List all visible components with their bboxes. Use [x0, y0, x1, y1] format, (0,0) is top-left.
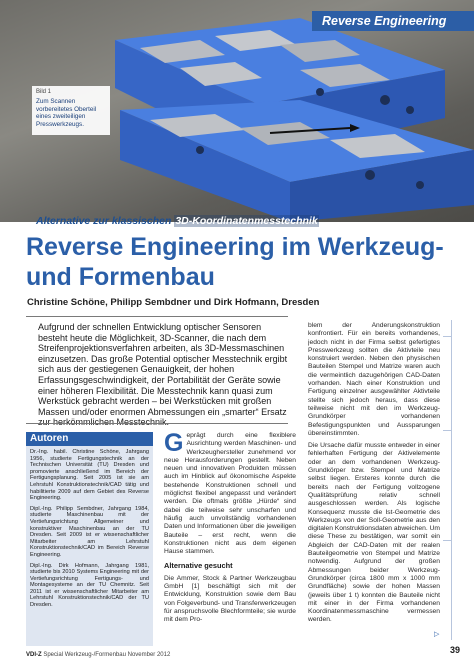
footer-brand: VDI-Z — [26, 652, 42, 658]
body-paragraph: Die Ammer, Stock & Partner Werkzeugbau GmbH [1] beschäftigt sich mit der Entwicklung, Konstruktion sowie dem Bau von Folgeverbund- und Transferwerkzeugen für anspruchsvolle Blechformteile; sie wurde mit dem Pro- — [164, 574, 296, 624]
article-authors: Christine Schöne, Philipp Sembdner und Dirk Hofmann, Dresden — [27, 297, 320, 308]
sidebar-title: Autoren — [26, 432, 153, 446]
author-bio: Dipl.-Ing. Dirk Hofmann, Jahrgang 1981, studierte bis 2010 Systems Engineering mit der Vertiefungsrichtung Fertigungs- und Montagesysteme an der TU Chemnitz. Seit 2011 ist er wissenschaftlicher Mitarbeiter am Lehrstuhl Konstruktionstechnik/CAD der TU Dresden. — [30, 562, 149, 609]
body-paragraph: eprägt durch eine flexiblere Ausrichtung werden Maschinen- und Werkzeughersteller zunehmend vor neue Herausforderungen gestellt. Neben neuen und innovativen Produkten müssen auch im Hinblick auf ökonomische Aspekte bestehende Konstruktionen schnell und möglichst flexibel angepasst und verändert werden. Die oftmals größte „Hürde“ sind dabei die teilweise sehr unscharfen und häufig auch unvollständig vorhandenen Daten und Informationen über die jeweiligen Bauteile – erst recht, wenn die Konstruktionen nicht aus dem eigenen Hause stammen. — [164, 432, 296, 556]
sidebar-body — [26, 446, 153, 646]
author-bio: Dipl.-Ing. Philipp Sembdner, Jahrgang 1984, studierte Maschinenbau mit der Vertiefungsrichtung Allgemeiner und konstruktiver Maschinenbau an der TU Dresden. Seit 2009 ist er wissenschaftlicher Mitarbeiter am Lehrstuhl Konstruktionstechnik/CAD im Bereich Reverse Engineering. — [30, 505, 149, 558]
margin-tick — [443, 430, 451, 431]
body-paragraph: Die Ursache dafür musste entweder in einer fehlerhaften Fertigung der Aktivelemente oder an dem vorhandenen Werkzeug-Grundkörper bzw. Stempel und Matrize selbst liegen. Ersteres konnte durch die bereits nach der Fertigung vollzogene Qualitätsprüfung relativ schnell ausgeschlossen werden. Als logische Konsequenz musste die Ist-Geometrie des Werkzeugs von der Soll-Geometrie aus den digitalen Konstruktionsdaten abweichen. Um diese These zu bestätigen, war somit ein Abgleich der CAD-Daten mit der realen Bauteilgeometrie von Stempel und Matrize notwendig. Aufgrund der großen Abmessungen beider Werkzeug-Grundkörper (circa 1800 mm x 1000 mm Grundfläche) sowie der hohen Massen (jeweils über 1 t) konnten die Bauteile nicht mit einer in der Firma vorhandenen Koordinatenmessmaschine vermessen werden. — [308, 442, 440, 624]
divider-bottom — [26, 423, 288, 424]
footer-text: Special Werkzeug-/Formenbau November 2012 — [43, 652, 171, 658]
page-number: 39 — [449, 645, 460, 655]
article-headline: Reverse Engineering im Werkzeug- und Formenbau — [26, 233, 444, 291]
margin-tick — [443, 336, 451, 337]
rubric-highlight: 3D-Koordinatenmesstechnik — [175, 215, 318, 227]
margin-rule — [451, 320, 452, 640]
drop-cap: G — [164, 432, 184, 457]
margin-tick — [443, 540, 451, 541]
divider-top — [26, 316, 288, 317]
body-column-2 — [164, 432, 296, 642]
authors-sidebar — [26, 432, 153, 646]
article-photo — [0, 0, 474, 222]
rubric-prefix: Alternative zur klassischen — [36, 215, 175, 227]
subheading: Alternative gesucht — [164, 561, 233, 571]
article-lead: Aufgrund der schnellen Entwicklung optischer Sensoren besteht heute die Möglichkeit, 3D-Scanner, die nach dem Streifenprojektionsverfahren arbeiten, als 3D-Messmaschinen einzusetzen. Das große Potential optischer Messtechnik ergibt sich aus der gestiegenen Genauigkeit, der hohen Erfassungsgeschwindigkeit, der Portabilität der Geräte sowie einer höheren Flexibilität. Die Messtechnik kann quasi zum Werkstück gebracht werden – bei Werkstücken mit großen Massen und/oder enormen Abmessungen ein „smarter“ Ersatz — [38, 322, 288, 417]
figure-label: Bild 1 — [36, 89, 52, 95]
author-bio: Dr.-Ing. habil. Christine Schöne, Jahrgang 1956, studierte Fertigungstechnik an der Technischen Universität (TU) Dresden und promovierte anschließend im Bereich der Fertigungsplanung. Seit 2005 ist sie am Lehrstuhl Konstruktionstechnik/CAD tätig und habilitierte 2009 auf dem Gebiet des Reverse Engineering. — [30, 449, 149, 502]
section-tag: Reverse Engineering — [312, 11, 474, 31]
body-column-3 — [308, 322, 440, 644]
continue-arrow-icon: ▷ — [434, 631, 440, 638]
body-paragraph: blem der Änderungskonstruktion konfrontiert. Für ein bereits vorhandenes, jedoch nicht in der Firma selbst gefertigtes Presswerkzeug sollten die Aktivteile neu konstruiert werden. Neben den physischen Bauteilen Stempel und Matrize waren auch die vermeintlich dazugehörigen CAD-Daten vorhanden. Nach einer Konstruktion und Fertigung einzelner ausgewählter Aktivteile stellte sich jedoch heraus, dass diese teilweise nicht mit den im Werkzeug-Grundkörper vorhandenen Befestigungspunkten und Aussparungen übereinstimmten. — [308, 322, 440, 437]
figure-caption-text: Zum Scannen vorbereitetes Oberteil eines zweiteiligen Presswerkzeugs. — [36, 98, 97, 128]
page-footer — [26, 652, 446, 658]
article-rubric — [36, 215, 319, 227]
figure-caption — [32, 86, 110, 135]
